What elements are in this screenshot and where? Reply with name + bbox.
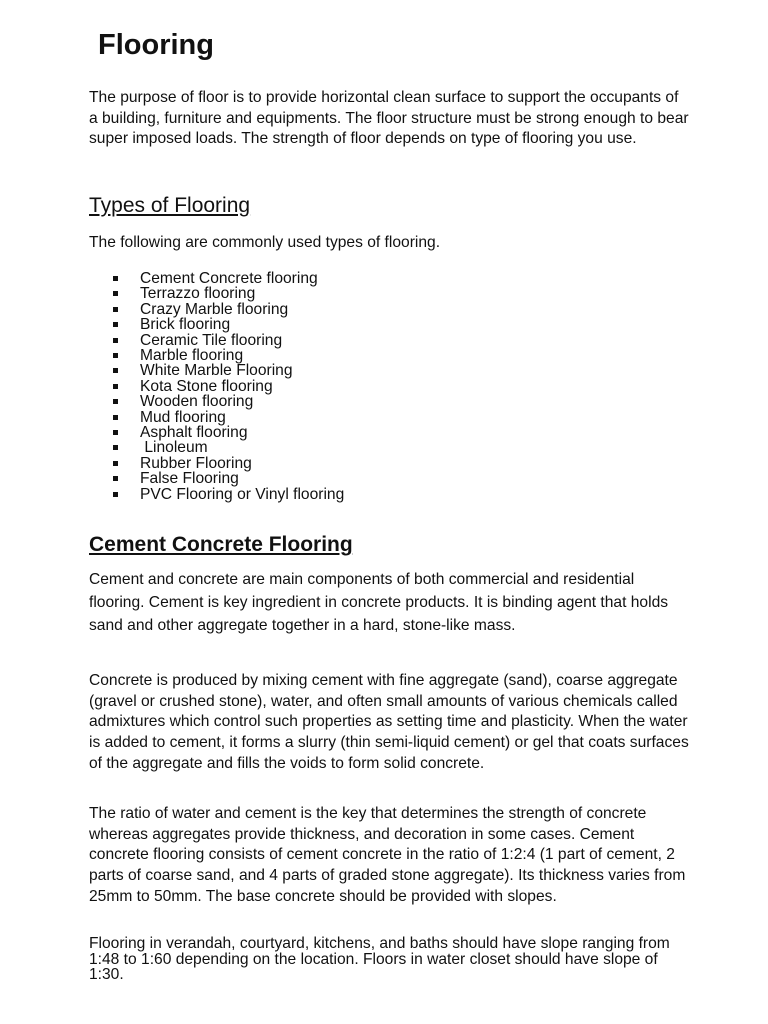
- list-item: False Flooring: [110, 471, 344, 486]
- page-title: Flooring: [98, 29, 214, 61]
- list-item: Kota Stone flooring: [110, 379, 344, 394]
- list-item: Cement Concrete flooring: [110, 271, 344, 286]
- square-bullet-icon: [113, 368, 118, 373]
- list-item: Asphalt flooring: [110, 425, 344, 440]
- square-bullet-icon: [113, 399, 118, 404]
- flooring-types-list: [110, 271, 344, 502]
- square-bullet-icon: [113, 291, 118, 296]
- list-item: Brick flooring: [110, 317, 344, 332]
- list-item: Terrazzo flooring: [110, 286, 344, 301]
- square-bullet-icon: [113, 461, 118, 466]
- list-item: Marble flooring: [110, 348, 344, 363]
- square-bullet-icon: [113, 384, 118, 389]
- square-bullet-icon: [113, 476, 118, 481]
- list-item: Ceramic Tile flooring: [110, 333, 344, 348]
- types-heading: Types of Flooring: [89, 194, 251, 217]
- list-item: Crazy Marble flooring: [110, 302, 344, 317]
- list-item: White Marble Flooring: [110, 363, 344, 378]
- square-bullet-icon: [113, 353, 118, 358]
- list-item: PVC Flooring or Vinyl flooring: [110, 487, 344, 502]
- square-bullet-icon: [113, 492, 118, 497]
- square-bullet-icon: [113, 307, 118, 312]
- cement-paragraph-2: Concrete is produced by mixing cement with fine aggregate (sand), coarse aggregate (gravel or crushed stone), water, and often small amounts of various chemicals called admixtures which control such properties as setting time and plasticity. When the water is added to cement, it forms a slurry (thin semi-liquid cement) or gel that coats surfaces of the aggregate and fills the voids to form solid concrete.: [89, 672, 689, 772]
- intro-paragraph: The purpose of floor is to provide horizontal clean surface to support the occupants of a building, furniture and equipments. The floor structure must be strong enough to bear super imposed loads. The strength of floor depends on type of flooring you use.: [89, 89, 689, 148]
- list-item: Wooden flooring: [110, 394, 344, 409]
- cement-heading: Cement Concrete Flooring: [89, 533, 353, 556]
- square-bullet-icon: [113, 415, 118, 420]
- types-intro: The following are commonly used types of flooring.: [89, 234, 441, 251]
- square-bullet-icon: [113, 430, 118, 435]
- list-item: Mud flooring: [110, 410, 344, 425]
- cement-paragraph-1: Cement and concrete are main components of both commercial and residential flooring. Cement is key ingredient in concrete products. It is binding agent that holds sand and other aggregate together in a hard, stone-like mass.: [89, 571, 669, 634]
- list-item: Linoleum: [110, 440, 344, 455]
- list-item: Rubber Flooring: [110, 456, 344, 471]
- square-bullet-icon: [113, 276, 118, 281]
- square-bullet-icon: [113, 322, 118, 327]
- square-bullet-icon: [113, 338, 118, 343]
- cement-paragraph-4: Flooring in verandah, courtyard, kitchens, and baths should have slope ranging from 1:48 to 1:60 depending on the location. Floors in water closet should have slope of 1:30.: [89, 935, 670, 984]
- cement-paragraph-3: The ratio of water and cement is the key that determines the strength of concrete whereas aggregates provide thickness, and decoration in some cases. Cement concrete flooring consists of cement concrete in the ratio of 1:2:4 (1 part of cement, 2 parts of coarse sand, and 4 parts of graded stone aggregate). Its thickness varies from 25mm to 50mm. The base concrete should be provided with slopes.: [89, 805, 686, 905]
- square-bullet-icon: [113, 445, 118, 450]
